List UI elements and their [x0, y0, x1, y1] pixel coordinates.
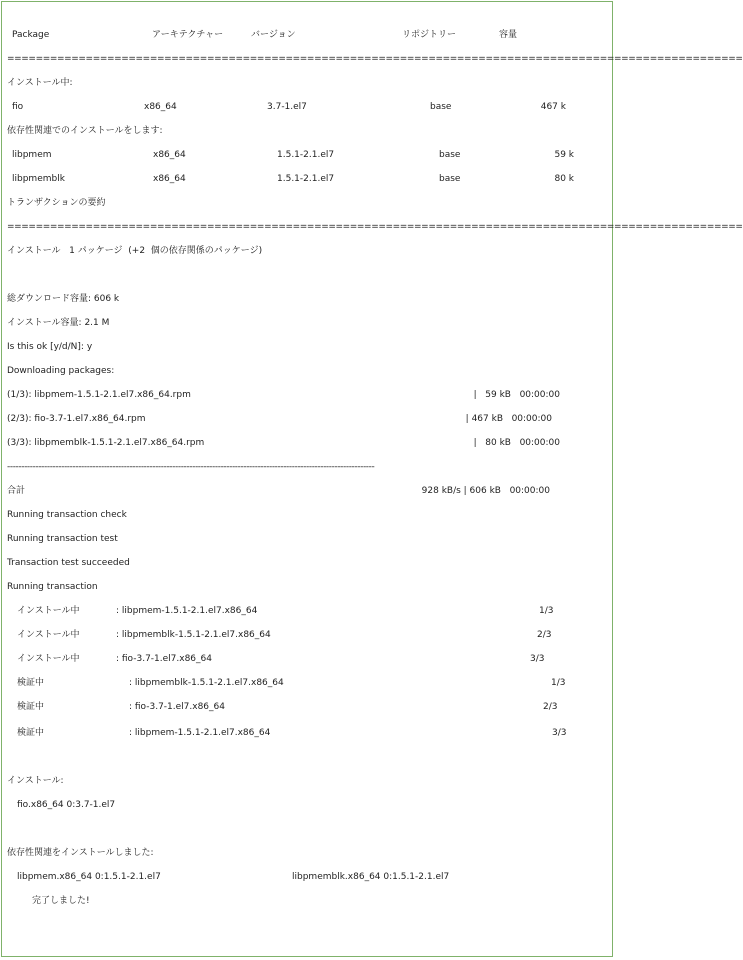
dep-arch: x86_64 — [153, 150, 186, 160]
dependency-label: 依存性関連でのインストールをします: — [7, 126, 163, 136]
installed-label: インストール: — [7, 776, 64, 786]
pkg-name: fio — [12, 102, 24, 112]
dep-repo: base — [439, 150, 461, 160]
complete-message: 完了しました! — [32, 896, 90, 906]
tx-package: : libpmemblk-1.5.1-2.1.el7.x86_64 — [129, 678, 284, 688]
pkg-size: 467 k — [540, 102, 566, 112]
col-header-repo: リポジトリー — [402, 30, 457, 40]
tx-action: インストール中 — [17, 630, 80, 640]
tx-action: インストール中 — [17, 606, 80, 616]
dep-size: 59 k — [554, 150, 574, 160]
installed-package: fio.x86_64 0:3.7-1.el7 — [17, 800, 116, 810]
install-summary: インストール 1 パッケージ (+2 個の依存関係のパッケージ) — [7, 246, 263, 256]
download-file: (3/3): libpmemblk-1.5.1-2.1.el7.x86_64.rpm — [7, 438, 205, 448]
pkg-repo: base — [430, 102, 452, 112]
tx-count: 2/3 — [537, 630, 552, 640]
tx-package: : fio-3.7-1.el7.x86_64 — [129, 702, 225, 712]
tx-count: 1/3 — [551, 678, 566, 688]
double-rule: ======================================================================================================= — [7, 222, 743, 232]
download-stats: | 467 kB 00:00:00 — [465, 414, 552, 424]
tx-action: 検証中 — [17, 728, 45, 738]
dep-size: 80 k — [554, 174, 574, 184]
transaction-summary-label: トランザクションの要約 — [7, 198, 106, 208]
tx-action: 検証中 — [17, 678, 45, 688]
col-header-arch: アーキテクチャー — [152, 30, 224, 40]
deps-installed-item: libpmemblk.x86_64 0:1.5.1-2.1.el7 — [292, 872, 450, 882]
install-size: インストール容量: 2.1 M — [7, 318, 110, 328]
total-stats: 928 kB/s | 606 kB 00:00:00 — [421, 486, 550, 496]
download-stats: | 80 kB 00:00:00 — [473, 438, 560, 448]
dep-version: 1.5.1-2.1.el7 — [277, 174, 335, 184]
dep-name: libpmem — [12, 150, 52, 160]
run-line: Running transaction test — [7, 534, 118, 544]
tx-package: : libpmem-1.5.1-2.1.el7.x86_64 — [116, 606, 258, 616]
confirm-prompt: Is this ok [y/d/N]: y — [7, 342, 93, 352]
total-download-size: 総ダウンロード容量: 606 k — [7, 294, 120, 304]
double-rule: ======================================================================================================= — [7, 54, 743, 64]
pkg-version: 3.7-1.el7 — [267, 102, 307, 112]
col-header-size: 容量 — [499, 30, 518, 40]
tx-count: 1/3 — [539, 606, 554, 616]
tx-action: 検証中 — [17, 702, 45, 712]
download-file: (1/3): libpmem-1.5.1-2.1.el7.x86_64.rpm — [7, 390, 191, 400]
download-file: (2/3): fio-3.7-1.el7.x86_64.rpm — [7, 414, 146, 424]
downloading-label: Downloading packages: — [7, 366, 115, 376]
col-header-version: バージョン — [251, 30, 296, 40]
download-stats: | 59 kB 00:00:00 — [473, 390, 560, 400]
run-line: Running transaction — [7, 582, 98, 592]
pkg-arch: x86_64 — [144, 102, 177, 112]
col-header-package: Package — [12, 30, 50, 40]
installing-label: インストール中: — [7, 78, 73, 88]
tx-count: 2/3 — [543, 702, 558, 712]
tx-package: : libpmemblk-1.5.1-2.1.el7.x86_64 — [116, 630, 271, 640]
dep-name: libpmemblk — [12, 174, 65, 184]
terminal-output-frame — [1, 1, 743, 957]
run-line: Running transaction check — [7, 510, 127, 520]
tx-package: : fio-3.7-1.el7.x86_64 — [116, 654, 212, 664]
tx-count: 3/3 — [552, 728, 567, 738]
tx-package: : libpmem-1.5.1-2.1.el7.x86_64 — [129, 728, 271, 738]
dep-version: 1.5.1-2.1.el7 — [277, 150, 335, 160]
tx-action: インストール中 — [17, 654, 80, 664]
tx-count: 3/3 — [530, 654, 545, 664]
deps-installed-item: libpmem.x86_64 0:1.5.1-2.1.el7 — [17, 872, 161, 882]
total-label: 合計 — [7, 486, 26, 496]
single-rule: --------------------------------------------------------------------------------------------------------------------------------- — [7, 462, 375, 472]
dep-arch: x86_64 — [153, 174, 186, 184]
dep-repo: base — [439, 174, 461, 184]
run-line: Transaction test succeeded — [7, 558, 130, 568]
deps-installed-label: 依存性関連をインストールしました: — [7, 848, 154, 858]
